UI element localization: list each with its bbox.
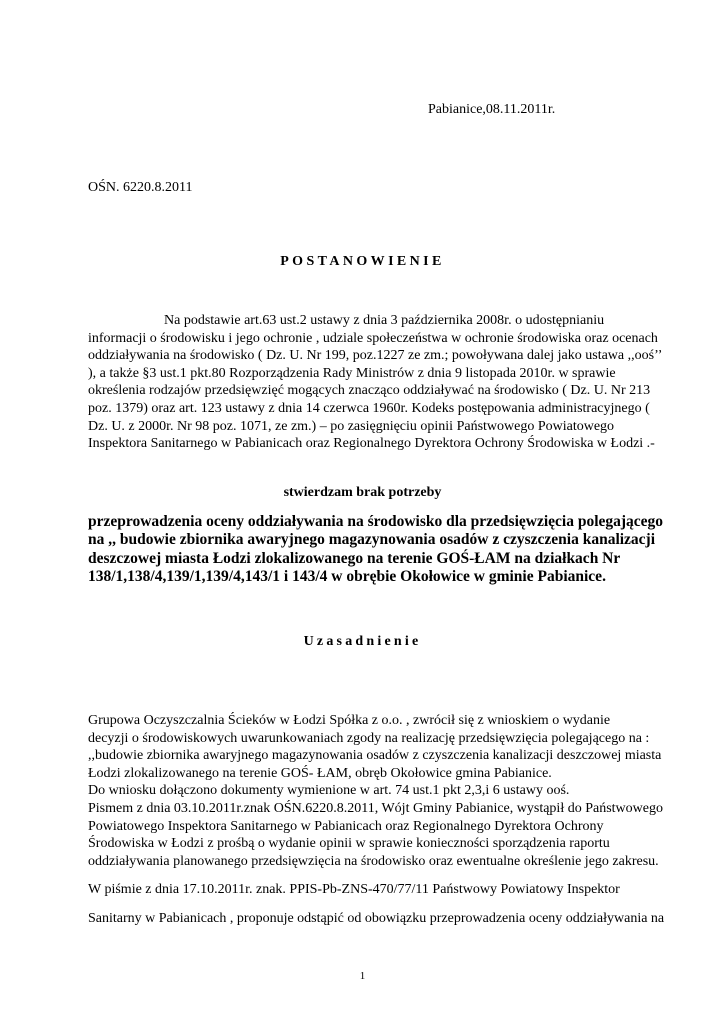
justification-paragraph-1 [88,712,662,800]
justification-line: oddziaływania planowanego przedsięwzięcia na środowisko oraz ewentualne określenie jego zakresu. [88,853,659,869]
decision-line: deszczowej miasta Łodzi zlokalizowanego na terenie GOŚ-ŁAM na działkach Nr [88,549,621,567]
document-title: POSTANOWIENIE [280,254,445,269]
justification-heading: Uzasadnienie [303,634,422,649]
justification-line: Powiatowego Inspektora Sanitarnego w Pabianicach oraz Regionalnego Dyrektora Ochrony [88,818,604,834]
decision-paragraph [88,513,664,587]
legal-basis-line: informacji o środowisku i jego ochronie , udziale społeczeństwa w ochronie środowiska oraz ocenach [88,330,658,346]
legal-basis-line: Inspektora Sanitarnego w Pabianicach oraz Regionalnego Dyrektora Ochrony Środowiska w Łodzi .- [88,436,655,452]
finding-statement: stwierdzam brak potrzeby [283,485,442,500]
legal-basis-line: ), a także §3 ust.1 pkt.80 Rozporządzenia Rady Ministrów z dnia 9 listopada 2010r. w sprawie [88,365,616,381]
legal-basis-line: oddziaływania na środowisko ( Dz. U. Nr 199, poz.1227 ze zm.; powoływana dalej jako ustawa ,,ooś’’ [88,348,663,364]
decision-line: na ,, budowie zbiornika awaryjnego magazynowania osadów z czyszczenia kanalizacji [88,531,656,549]
justification-line: decyzji o środowiskowych uwarunkowaniach zgody na realizację przedsięwzięcia polegającego na : [88,730,650,746]
legal-basis-line: poz. 1379) oraz art. 123 ustawy z dnia 14 czerwca 1960r. Kodeks postępowania administracyjnego ( [88,400,650,416]
legal-basis-line: określenia rodzajów przedsięwzięć mogących znacząco oddziaływać na środowisko ( Dz. U. Nr 213 [88,383,651,399]
justification-line: ,,budowie zbiornika awaryjnego magazynowania osadów z czyszczenia kanalizacji deszczowej miasta [88,748,662,764]
justification-line: Pismem z dnia 03.10.2011r.znak OŚN.6220.8.2011, Wójt Gminy Pabianice, wystąpił do Państwowego [88,801,663,816]
justification-line: Środowiska w Łodzi z prośbą o wydanie opinii w sprawie konieczności sporządzenia raportu [88,836,610,852]
justification-paragraph-3: W piśmie z dnia 17.10.2011r. znak. PPIS-Pb-ZNS-470/77/11 Państwowy Powiatowy Inspektor [88,882,620,897]
legal-basis-paragraph [88,312,663,453]
justification-line: Grupowa Oczyszczalnia Ścieków w Łodzi Spółka z o.o. , zwrócił się z wnioskiem o wydanie [88,713,611,728]
legal-basis-line: Dz. U. z 2000r. Nr 98 poz. 1071, ze zm.) – po zasięgnięciu opinii Państwowego Powiatowego [88,418,615,434]
justification-paragraph-2 [88,800,663,870]
page-number: 1 [359,970,366,982]
document-date: Pabianice,08.11.2011r. [428,102,556,117]
decision-line: przeprowadzenia oceny oddziaływania na środowisko dla przedsięwzięcia polegającego [88,513,664,530]
justification-paragraph-4: Sanitarny w Pabianicach , proponuje odstąpić od obowiązku przeprowadzenia oceny oddziaływania na [88,911,665,926]
reference-number: OŚN. 6220.8.2011 [88,180,193,195]
justification-line: Do wniosku dołączono dokumenty wymienione w art. 74 ust.1 pkt 2,3,i 6 ustawy ooś. [88,783,570,799]
justification-line: Łodzi zlokalizowanego na terenie GOŚ- ŁAM, obręb Okołowice gmina Pabianice. [88,765,552,781]
legal-basis-line: Na podstawie art.63 ust.2 ustawy z dnia 3 października 2008r. o udostępnianiu [164,313,605,328]
decision-line: 138/1,138/4,139/1,139/4,143/1 i 143/4 w obrębie Okołowice w gminie Pabianice. [88,568,606,586]
